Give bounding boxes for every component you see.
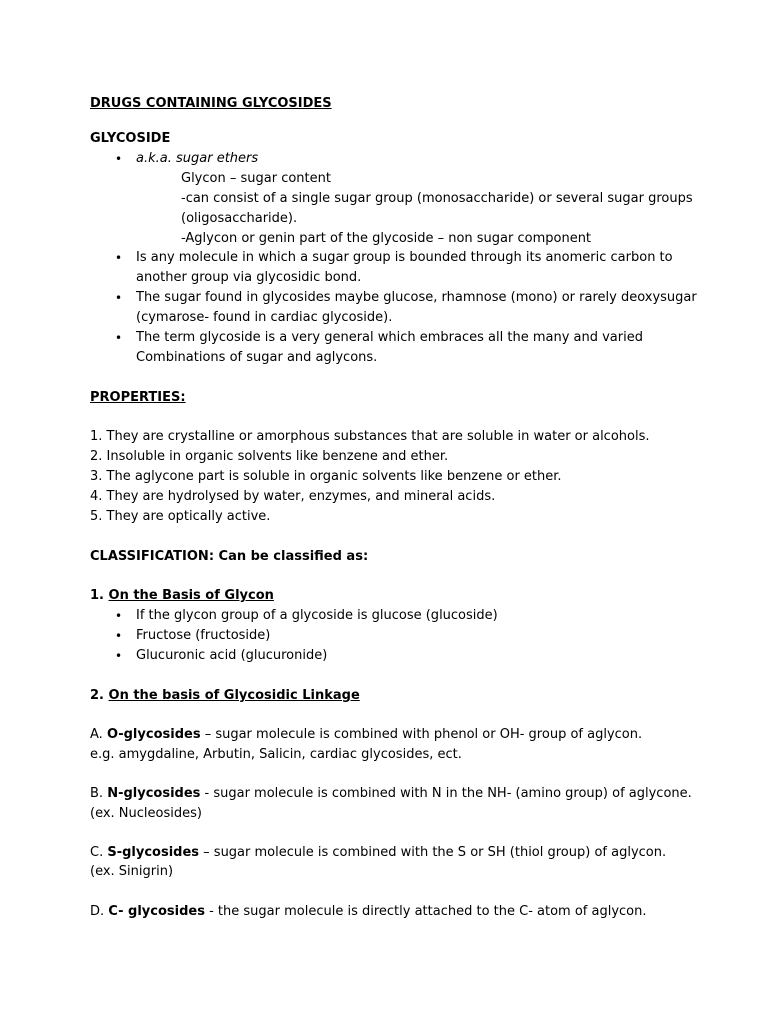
bullet-icon: • [115,629,123,643]
glycoside-bullet-line: The term glycoside is a very general which embraces all the many and varied [136,330,643,345]
glycon-item: Fructose (fructoside) [136,628,271,643]
bullet-icon: • [115,609,123,623]
property-item: 3. The aglycone part is soluble in organic solvents like benzene or ether. [90,469,562,484]
properties-heading: PROPERTIES: [90,390,186,405]
linkage-basis-heading [90,687,360,705]
n-glycosides-example: (ex. Nucleosides) [90,806,202,821]
glycoside-bullet-line: another group via glycosidic bond. [136,270,362,285]
c-glycosides-line [90,903,647,921]
bullet-icon: • [115,152,123,166]
o-glycosides-line [90,726,642,744]
glycon-detail-line: -can consist of a single sugar group (monosaccharide) or several sugar groups [181,191,693,206]
item-prefix: C. [90,845,108,860]
n-glycosides-line [90,785,692,803]
bullet-icon: • [115,251,123,265]
s-glycosides-line [90,844,666,862]
glycon-item: If the glycon group of a glycoside is glucose (glucoside) [136,608,498,623]
item-description: - the sugar molecule is directly attached to the C- atom of aglycon. [204,904,647,919]
section-title: On the basis of Glycosidic Linkage [108,688,360,703]
item-prefix: D. [90,904,109,919]
glycon-item: Glucuronic acid (glucuronide) [136,648,328,663]
glycon-detail-line: (oligosaccharide). [181,211,298,226]
aglycon-line: -Aglycon or genin part of the glycoside – non sugar component [181,231,592,246]
bullet-icon: • [115,331,123,345]
property-item: 2. Insoluble in organic solvents like benzene and ether. [90,449,449,464]
item-prefix: A. [90,727,107,742]
property-item: 5. They are optically active. [90,509,271,524]
glycoside-bullet-line: The sugar found in glycosides maybe glucose, rhamnose (mono) or rarely deoxysugar [136,290,697,305]
glycoside-bullet-line: (cymarose- found in cardiac glycoside). [136,310,393,325]
bullet-icon: • [115,649,123,663]
aka-line: a.k.a. sugar ethers [136,151,259,166]
item-term: S-glycosides [107,845,200,860]
property-item: 1. They are crystalline or amorphous substances that are soluble in water or alcohols. [90,429,650,444]
item-prefix: B. [90,786,108,801]
item-description: - sugar molecule is combined with N in the NH- (amino group) of aglycone. [200,786,692,801]
classification-subtitle: : Can be classified as: [208,549,369,564]
section-title: On the Basis of Glycon [108,588,274,603]
section-number: 2. [90,688,109,703]
section-number: 1. [90,588,109,603]
item-term: C- glycosides [108,904,205,919]
classification-title: CLASSIFICATION [90,549,209,564]
property-item: 4. They are hydrolysed by water, enzymes, and mineral acids. [90,489,496,504]
item-term: N-glycosides [107,786,201,801]
bullet-icon: • [115,291,123,305]
s-glycosides-example: (ex. Sinigrin) [90,864,174,879]
glycon-line: Glycon – sugar content [181,171,331,186]
glycon-basis-heading [90,587,274,605]
o-glycosides-example: e.g. amygdaline, Arbutin, Salicin, cardiac glycosides, ect. [90,747,462,762]
glycoside-bullet-line: Is any molecule in which a sugar group is bounded through its anomeric carbon to [136,250,673,265]
glycoside-bullet-line: Combinations of sugar and aglycons. [136,350,378,365]
item-description: – sugar molecule is combined with the S or SH (thiol group) of aglycon. [199,845,667,860]
glycoside-heading: GLYCOSIDE [90,131,171,146]
classification-heading [90,548,368,566]
document-title: DRUGS CONTAINING GLYCOSIDES [90,96,332,111]
item-term: O-glycosides [106,727,201,742]
item-description: – sugar molecule is combined with phenol or OH- group of aglycon. [200,727,643,742]
